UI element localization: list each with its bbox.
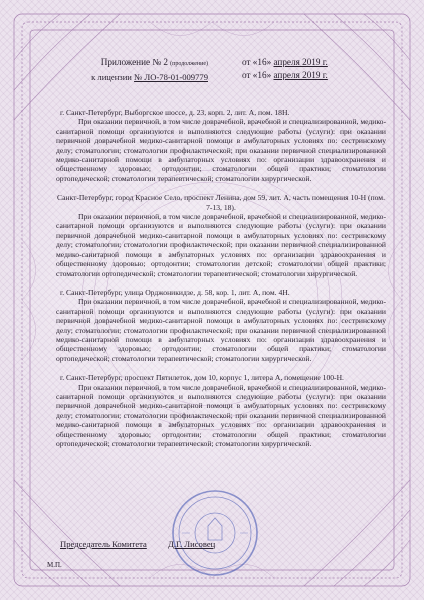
stamp-place-label: М.П. — [47, 561, 62, 569]
section-1-text: При оказании первичной, в том числе доврачебной, врачебной и специализированной, медико-санитарной помощи организуются и выполняются следующие работы (услуги): при оказании первичной доврачебной медико-санитарной помощи в амбулаторных условиях по: сестринскому делу; стоматологии; стоматологии профилактической; при оказании первичной специализированной медико-санитарной помощи в амбулаторных условиях по: организации здравоохранения и общественному здоровью; ортодонтии; стоматологии общей практики; стоматологии ортопедической; стоматологии терапевтической; стоматологии хирургической. — [56, 117, 386, 183]
appendix-note: (продолжение) — [170, 61, 208, 67]
signatory-name: Д.Г. Лисовец — [168, 539, 216, 549]
appendix-reference — [88, 56, 208, 84]
section-1-address: г. Санкт-Петербург, Выборгское шоссе, д. 23, корп. 2, лит. А, пом. 18Н. — [60, 108, 290, 117]
signature-block — [60, 539, 360, 549]
date-line-1-date: апреля 2019 г. — [273, 57, 328, 67]
document-header — [56, 56, 386, 98]
date-line-2-prefix: от «16» — [242, 70, 272, 80]
section-2-address: Санкт-Петербург, город Красное Село, проспект Ленина, дом 59, лит. А, часть помещения 10-Н (пом. 7-13, 18). — [57, 193, 385, 212]
section-4-address: г. Санкт-Петербург, проспект Пятилеток, дом 10, корпус 1, литера А, помещение 100-Н. — [60, 373, 344, 383]
section-4-text: При оказании первичной, в том числе доврачебной, врачебной и специализированной, медико-санитарной помощи организуются и выполняются следующие работы (услуги): при оказании первичной доврачебной медико-санитарной помощи в амбулаторных условиях по: сестринскому делу; стоматологии; стоматологии профилактической; при оказании первичной специализированной медико-санитарной помощи в амбулаторных условиях по: организации здравоохранения и общественному здоровью; ортодонтии; стоматологии общей практики; стоматологии ортопедической; стоматологии терапевтической; стоматологии хирургической. — [56, 382, 386, 448]
license-prefix: к лицензии — [91, 72, 132, 82]
official-seal-stamp — [170, 488, 260, 578]
date-line-1-prefix: от «16» — [242, 57, 272, 67]
section-3-text: При оказании первичной, в том числе доврачебной, врачебной и специализированной, медико-санитарной помощи организуются и выполняются следующие работы (услуги): при оказании первичной доврачебной медико-санитарной помощи в амбулаторных условиях по: сестринскому делу; стоматологии; стоматологии профилактической; при оказании первичной специализированной медико-санитарной помощи в амбулаторных условиях по: организации здравоохранения и общественному здоровью; ортодонтии; стоматологии общей практики; стоматологии ортопедической; стоматологии терапевтической; стоматологии хирургической. — [56, 297, 386, 363]
appendix-title: Приложение № 2 — [100, 57, 169, 67]
appendix-dates — [242, 56, 328, 82]
signatory-role: Председатель Комитета — [60, 539, 147, 549]
date-line-2-date: апреля 2019 г. — [273, 70, 328, 80]
license-number: № ЛО-78-01-009779 — [134, 72, 208, 82]
section-3-address: г. Санкт-Петербург, улица Орджоникидзе, д. 58, кор. 1, лит. А, пом. 4Н. — [60, 287, 290, 297]
section-2-text: При оказании первичной, в том числе доврачебной, врачебной и специализированной, медико-санитарной помощи организуются и выполняются следующие работы (услуги): при оказании первичной доврачебной медико-санитарной помощи в амбулаторных условиях по: сестринскому делу; стоматологии; стоматологии профилактической; при оказании первичной специализированной медико-санитарной помощи в амбулаторных условиях по: организации здравоохранения и общественному здоровью; ортодонтии; стоматологии детской; стоматологии общей практики; стоматологии ортопедической; стоматологии терапевтической; стоматологии хирургической. — [56, 212, 386, 278]
document-body — [56, 56, 386, 448]
